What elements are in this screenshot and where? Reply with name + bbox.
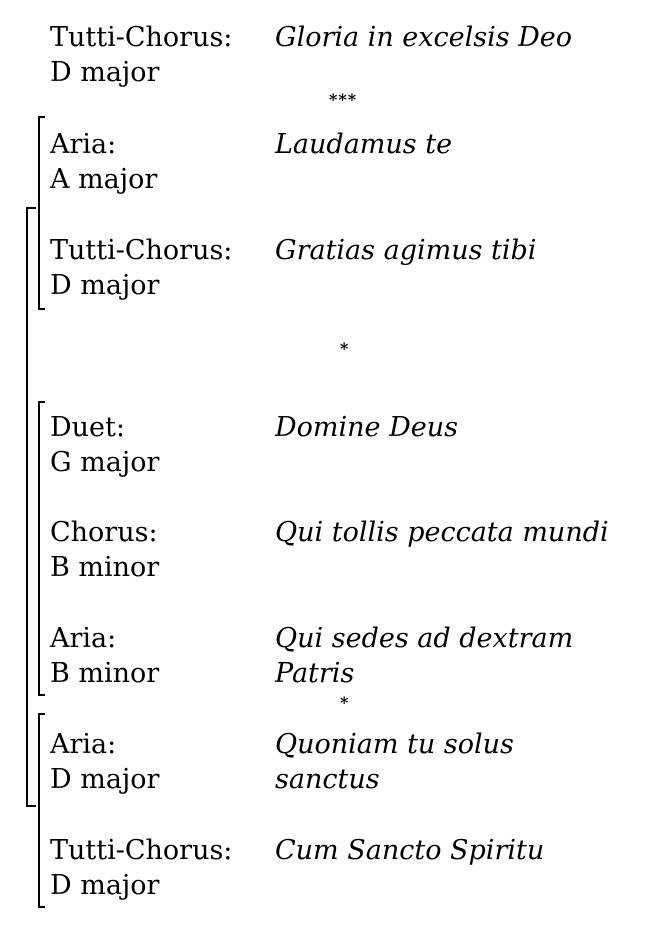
movement-type: Duet: — [50, 412, 125, 443]
movement-key: A major — [50, 164, 158, 195]
movement-text: Laudamus te — [275, 129, 453, 160]
movement-key: D major — [50, 57, 160, 88]
movement-key: D major — [50, 270, 160, 301]
movement-type: Tutti-Chorus: — [50, 22, 233, 53]
movement-type: Aria: — [50, 623, 117, 654]
movement-key: B minor — [50, 658, 160, 689]
section-divider: *** — [329, 90, 358, 109]
movement-row — [0, 515, 664, 587]
movement-row — [0, 410, 664, 482]
movement-key: D major — [50, 764, 160, 795]
movement-row — [0, 727, 664, 799]
movement-type: Chorus: — [50, 517, 158, 548]
movement-key: D major — [50, 870, 160, 901]
movement-key: G major — [50, 447, 160, 478]
movement-row — [0, 233, 664, 305]
movement-text: Cum Sancto Spiritu — [275, 835, 545, 866]
movement-text-continued: Patris — [275, 658, 355, 689]
movement-row — [0, 621, 664, 693]
movement-text: Qui sedes ad dextram — [275, 623, 574, 654]
movement-row — [0, 833, 664, 905]
movement-key: B minor — [50, 552, 160, 583]
movement-type: Aria: — [50, 129, 117, 160]
movement-type: Tutti-Chorus: — [50, 235, 233, 266]
movement-text: Qui tollis peccata mundi — [275, 517, 609, 548]
movement-type: Tutti-Chorus: — [50, 835, 233, 866]
section-divider: * — [340, 693, 350, 712]
movement-text: Quoniam tu solus — [275, 729, 514, 760]
movement-text: Gratias agimus tibi — [275, 235, 537, 266]
movement-text-continued: sanctus — [275, 764, 380, 795]
movement-text: Domine Deus — [275, 412, 458, 443]
section-divider: * — [340, 339, 350, 358]
movement-type: Aria: — [50, 729, 117, 760]
movement-row — [0, 20, 664, 92]
movement-text: Gloria in excelsis Deo — [275, 22, 573, 53]
movement-row — [0, 127, 664, 199]
